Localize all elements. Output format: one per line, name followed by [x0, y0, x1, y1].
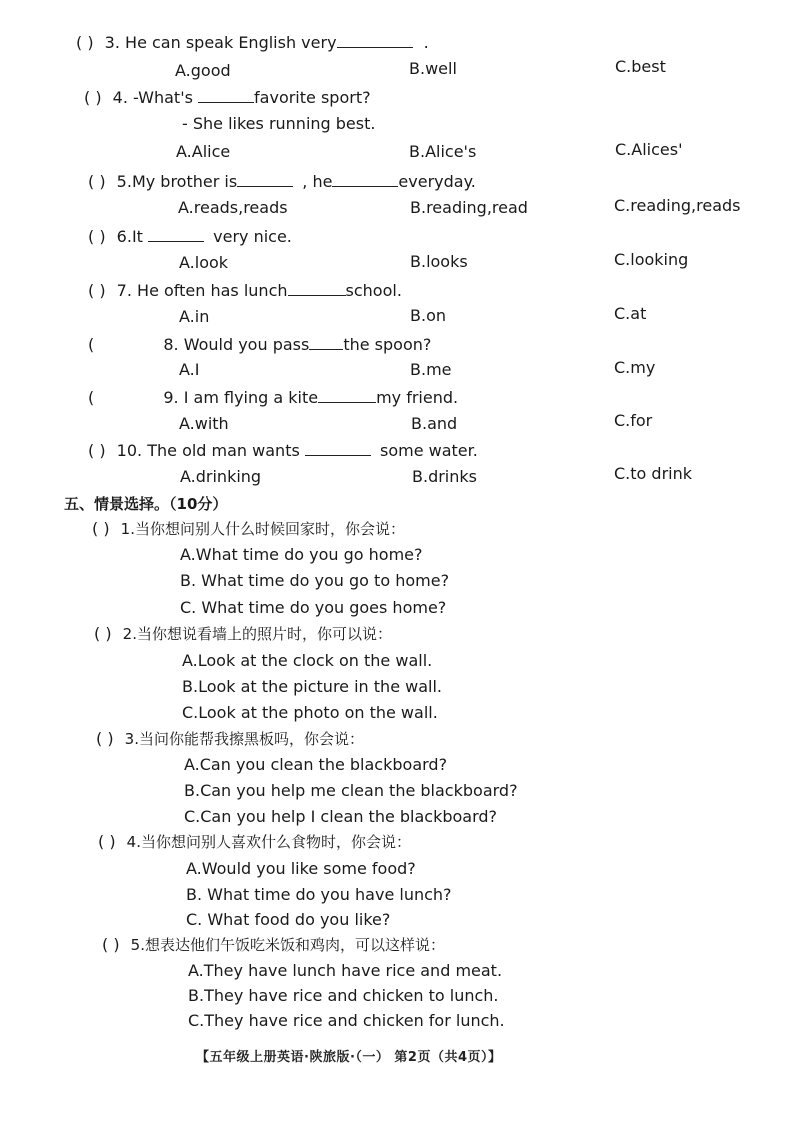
question-text-end: my friend.	[376, 388, 459, 407]
answer-paren[interactable]: (	[88, 388, 95, 407]
answer-paren[interactable]: ( )	[96, 729, 114, 748]
question-4-reply: - She likes running best.	[182, 114, 376, 133]
scenario-question-3	[96, 729, 364, 749]
answer-blank[interactable]	[198, 87, 254, 103]
scenario-prompt: 3.当问你能帮我擦黑板吗，你会说：	[124, 730, 364, 748]
option-b: B.looks	[410, 252, 468, 271]
question-number: 8.	[163, 335, 179, 354]
option-b: B.on	[410, 306, 446, 325]
question-number: 10.	[116, 441, 143, 460]
answer-paren[interactable]: ( )	[84, 88, 102, 107]
option-c: C.best	[615, 57, 666, 76]
question-text: I am flying a kite	[183, 388, 319, 407]
option-a: A.good	[175, 61, 231, 80]
answer-paren[interactable]: ( )	[94, 624, 112, 643]
page-footer: 【五年级上册英语·陕旅版·（一） 第2页（共4页）】	[196, 1050, 502, 1065]
answer-blank[interactable]	[318, 387, 376, 403]
option-a: A.They have lunch have rice and meat.	[188, 961, 503, 980]
scenario-question-4	[98, 832, 411, 852]
question-text-end: favorite sport?	[254, 88, 371, 107]
option-a: A.with	[179, 414, 229, 433]
answer-paren[interactable]: ( )	[88, 441, 106, 460]
question-text: My brother is	[131, 172, 238, 191]
question-text: The old man wants	[147, 441, 300, 460]
scenario-prompt: 4.当你想问别人喜欢什么食物时，你会说：	[126, 833, 411, 851]
question-number: 6.	[116, 227, 132, 246]
option-c: C.They have rice and chicken for lunch.	[188, 1011, 505, 1030]
answer-blank-2[interactable]	[332, 171, 398, 187]
option-b: B.Alice's	[409, 142, 477, 161]
option-b: B.and	[411, 414, 458, 433]
answer-paren[interactable]: ( )	[92, 519, 110, 538]
question-10	[88, 440, 478, 461]
option-a: A.Would you like some food?	[186, 859, 416, 878]
option-b: B.reading,read	[410, 198, 528, 217]
option-c: C. What food do you like?	[186, 910, 391, 929]
question-text-mid: , he	[302, 172, 333, 191]
option-a: A.drinking	[180, 467, 262, 486]
question-text-end: .	[423, 33, 429, 52]
option-b: B. What time do you go to home?	[180, 571, 450, 590]
option-b: B.me	[410, 360, 452, 379]
answer-paren[interactable]: ( )	[88, 227, 106, 246]
scenario-prompt: 2.当你想说看墙上的照片时，你可以说：	[122, 625, 392, 643]
answer-paren[interactable]: ( )	[88, 172, 106, 191]
question-3	[76, 32, 429, 53]
option-a: A.Alice	[176, 142, 231, 161]
scenario-prompt: 1.当你想问别人什么时候回家时，你会说：	[120, 520, 405, 538]
option-c: C.for	[614, 411, 653, 430]
answer-paren[interactable]: ( )	[98, 832, 116, 851]
question-number: 5.	[116, 172, 132, 191]
option-c: C.Can you help I clean the blackboard?	[184, 807, 498, 826]
option-c: C.reading,reads	[614, 196, 741, 215]
option-b: B.Can you help me clean the blackboard?	[184, 781, 518, 800]
section-5-title: 五、情景选择。（10分）	[64, 495, 228, 513]
option-a: A.I	[179, 360, 200, 379]
question-4	[84, 87, 371, 108]
option-c: C.looking	[614, 250, 689, 269]
option-b: B.well	[409, 59, 457, 78]
scenario-question-1	[92, 519, 405, 539]
question-text-end: the spoon?	[343, 335, 432, 354]
answer-blank[interactable]	[288, 280, 346, 296]
option-b: B.drinks	[412, 467, 477, 486]
question-text: Would you pass	[183, 335, 310, 354]
answer-paren[interactable]: (	[88, 335, 95, 354]
option-b: B.They have rice and chicken to lunch.	[188, 986, 499, 1005]
option-a: A.in	[179, 307, 210, 326]
answer-blank[interactable]	[305, 440, 371, 456]
option-a: A.look	[179, 253, 229, 272]
answer-paren[interactable]: ( )	[76, 33, 94, 52]
question-number: 3.	[104, 33, 120, 52]
question-number: 4.	[112, 88, 128, 107]
option-a: A.What time do you go home?	[180, 545, 423, 564]
question-6	[88, 226, 292, 247]
question-text-end: everyday.	[398, 172, 476, 191]
scenario-prompt: 5.想表达他们午饭吃米饭和鸡肉，可以这样说：	[130, 936, 445, 954]
option-c: C.at	[614, 304, 647, 323]
question-text: It	[131, 227, 143, 246]
scenario-question-2	[94, 624, 392, 644]
answer-blank[interactable]	[337, 32, 413, 48]
option-a: A.reads,reads	[178, 198, 288, 217]
scenario-question-5	[102, 935, 445, 955]
question-5	[88, 171, 476, 192]
question-number: 7.	[116, 281, 132, 300]
question-text-end: some water.	[379, 441, 478, 460]
option-c: C.to drink	[614, 464, 692, 483]
question-text: -What's	[133, 88, 193, 107]
question-text: He often has lunch	[137, 281, 288, 300]
question-text-end: very nice.	[213, 227, 292, 246]
option-c: C. What time do you goes home?	[180, 598, 447, 617]
option-c: C.Alices'	[615, 140, 683, 159]
answer-blank-1[interactable]	[237, 171, 293, 187]
option-c: C.Look at the photo on the wall.	[182, 703, 438, 722]
answer-paren[interactable]: ( )	[88, 281, 106, 300]
answer-paren[interactable]: ( )	[102, 935, 120, 954]
option-b: B. What time do you have lunch?	[186, 885, 452, 904]
option-c: C.my	[614, 358, 656, 377]
option-a: A.Can you clean the blackboard?	[184, 755, 448, 774]
option-a: A.Look at the clock on the wall.	[182, 651, 433, 670]
answer-blank[interactable]	[148, 226, 204, 242]
answer-blank[interactable]	[309, 334, 343, 350]
question-8	[88, 334, 431, 355]
question-text-end: school.	[345, 281, 402, 300]
question-7	[88, 280, 402, 301]
question-9	[88, 387, 458, 408]
question-text: He can speak English very	[125, 33, 337, 52]
question-number: 9.	[163, 388, 179, 407]
option-b: B.Look at the picture in the wall.	[182, 677, 442, 696]
